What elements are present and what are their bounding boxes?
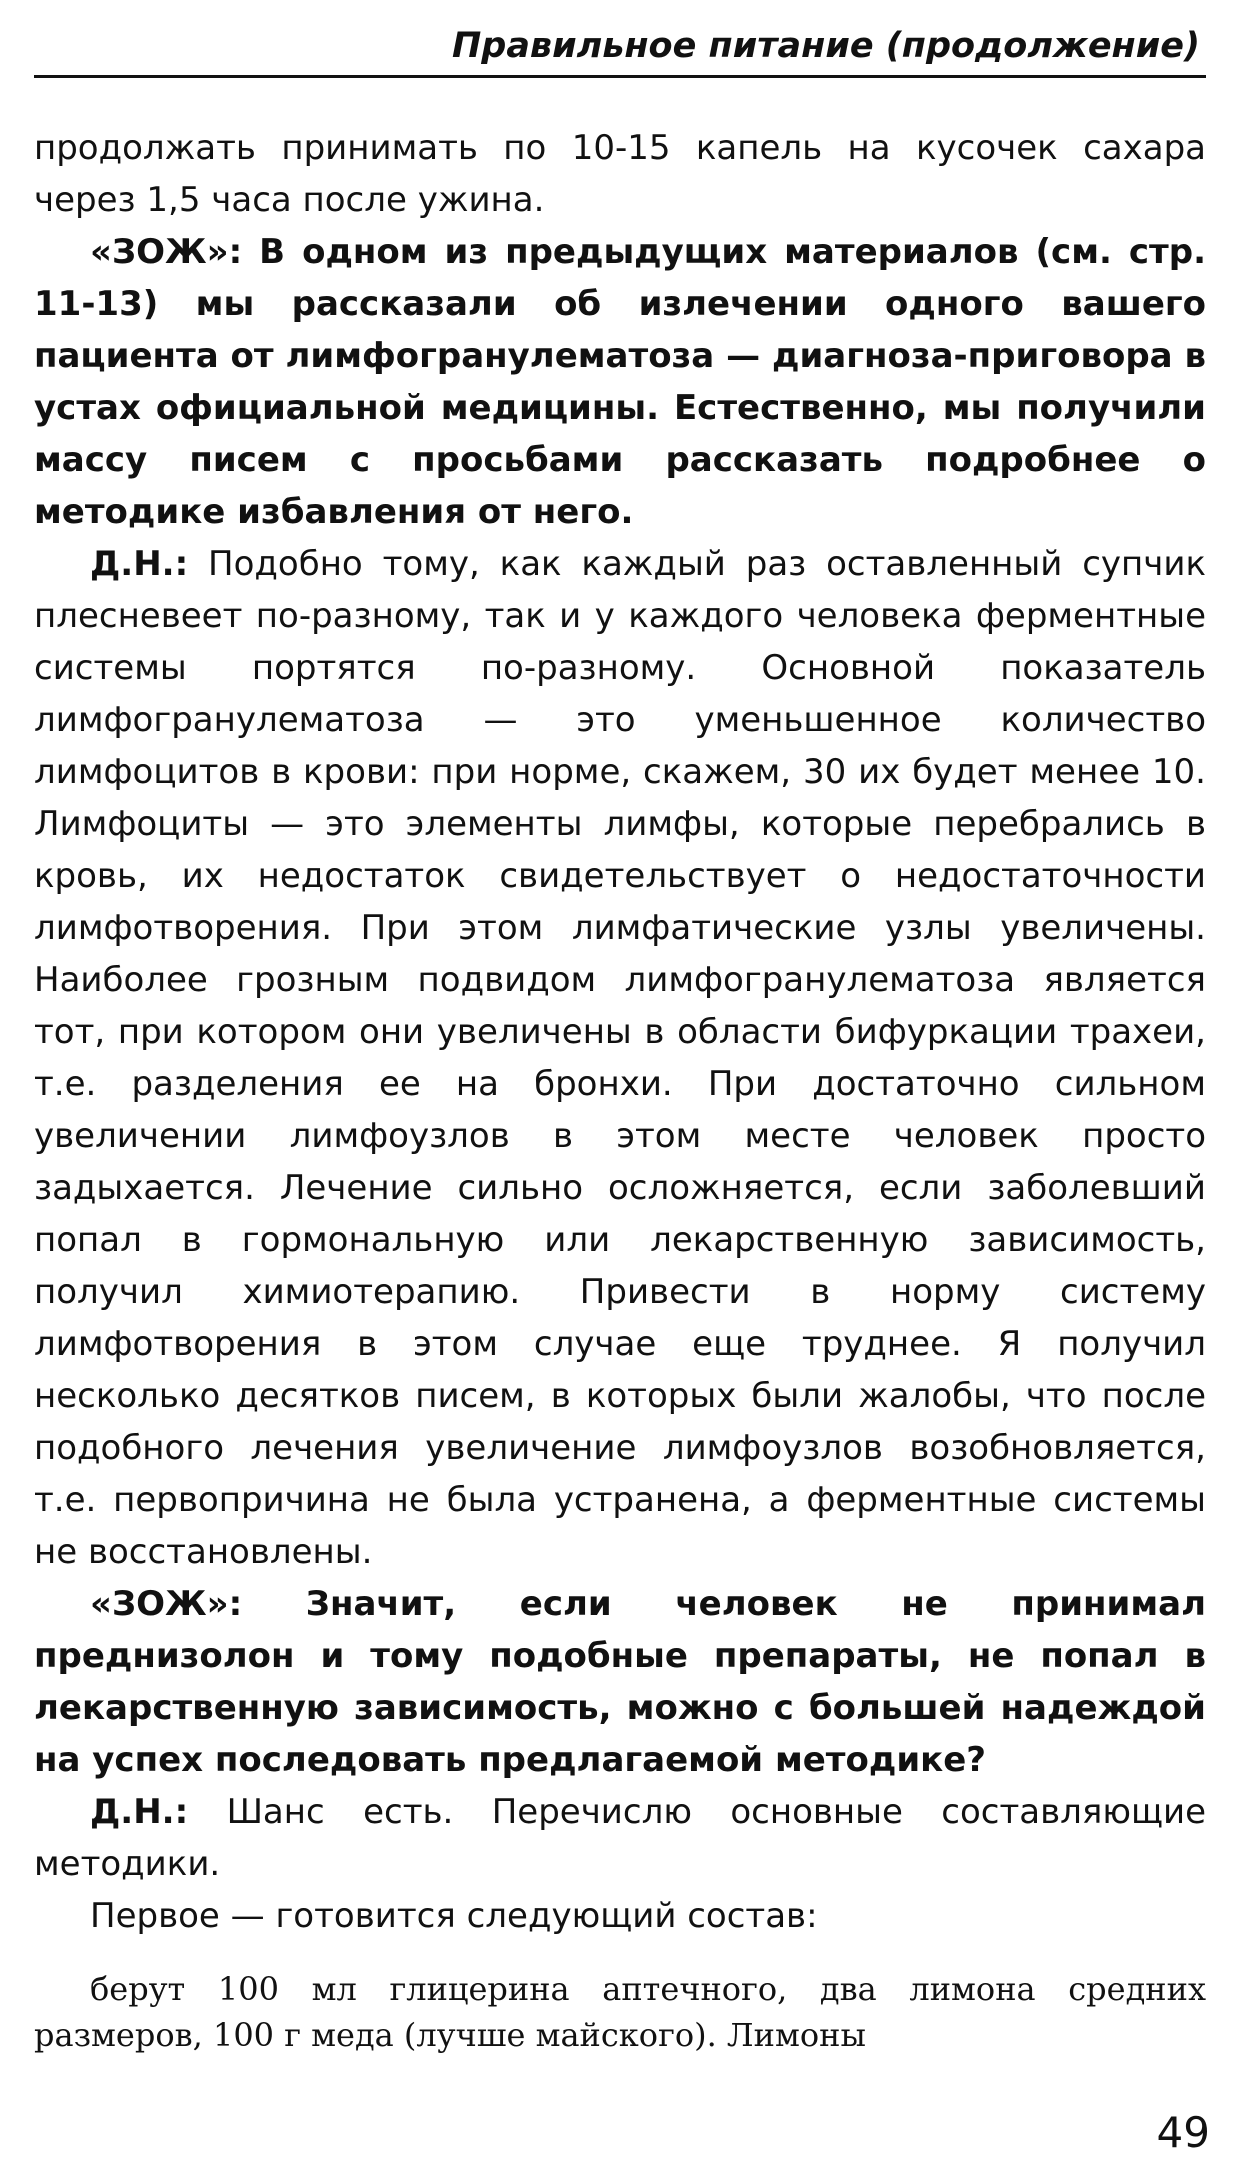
recipe-paragraph: берут 100 мл глицерина аптечного, два лимона средних размеров, 100 г меда (лучше майского). Лимоны	[34, 1970, 1206, 2054]
body-text	[34, 122, 1206, 1942]
paragraph-text: Первое — готовится следующий состав:	[90, 1896, 818, 1936]
page-number: 49	[1156, 2108, 1210, 2157]
paragraph-answer-2	[34, 1786, 1206, 1890]
paragraph-question-1	[34, 226, 1206, 538]
paragraph-continuation	[34, 122, 1206, 226]
speaker-label: Д.Н.:	[90, 1792, 189, 1832]
paragraph-text: «ЗОЖ»: Значит, если человек не принимал преднизолон и тому подобные препараты, не попал в лекарственную зависимость, можно с большей надеждой на успех последовать предлагаемой методике?	[34, 1584, 1206, 1780]
running-header: Правильное питание (продолжение)	[451, 26, 1200, 66]
paragraph-recipe-intro	[34, 1890, 1206, 1942]
paragraph-answer-1	[34, 538, 1206, 1578]
paragraph-question-2	[34, 1578, 1206, 1786]
paragraph-text: Шанс есть. Перечислю основные составляющие методики.	[34, 1792, 1207, 1884]
speaker-label: Д.Н.:	[90, 544, 189, 584]
header-rule	[34, 75, 1206, 78]
paragraph-text: продолжать принимать по 10-15 капель на кусочек сахара через 1,5 часа после ужина.	[34, 128, 1206, 220]
paragraph-text: Подобно тому, как каждый раз оставленный супчик плесневеет по-разному, так и у каждого человека ферментные системы портятся по-разному. Основной показатель лимфогранулематоза — это уменьшенное количество лимфоцитов в крови: при норме, скажем, 30 их будет менее 10. Лимфоциты — это элементы лимфы, которые перебрались в кровь, их недостаток свидетельствует о недостаточности лимфотворения. При этом лимфатические узлы увеличены. Наиболее грозным подвидом лимфогранулематоза является тот, при котором они увеличены в области бифуркации трахеи, т.е. разделения ее на бронхи. При достаточно сильном увеличении лимфоузлов в этом месте человек просто задыхается. Лечение сильно осложняется, если заболевший попал в гормональную или лекарственную зависимость, получил химиотерапию. Привести в норму систему лимфотворения в этом случае еще труднее. Я получил несколько десятков писем, в которых были жалобы, что после подобного лечения увеличение лимфоузлов возобновляется, т.е. первопричина не была устранена, а ферментные системы не восстановлены.	[34, 544, 1206, 1572]
recipe-text	[34, 1966, 1206, 2058]
paragraph-text: «ЗОЖ»: В одном из предыдущих материалов (см. стр. 11-13) мы рассказали об излечении одного вашего пациента от лимфогранулематоза — диагноза-приговора в устах официальной медицины. Естественно, мы получили массу писем с просьбами рассказать подробнее о методике избавления от него.	[34, 232, 1206, 532]
